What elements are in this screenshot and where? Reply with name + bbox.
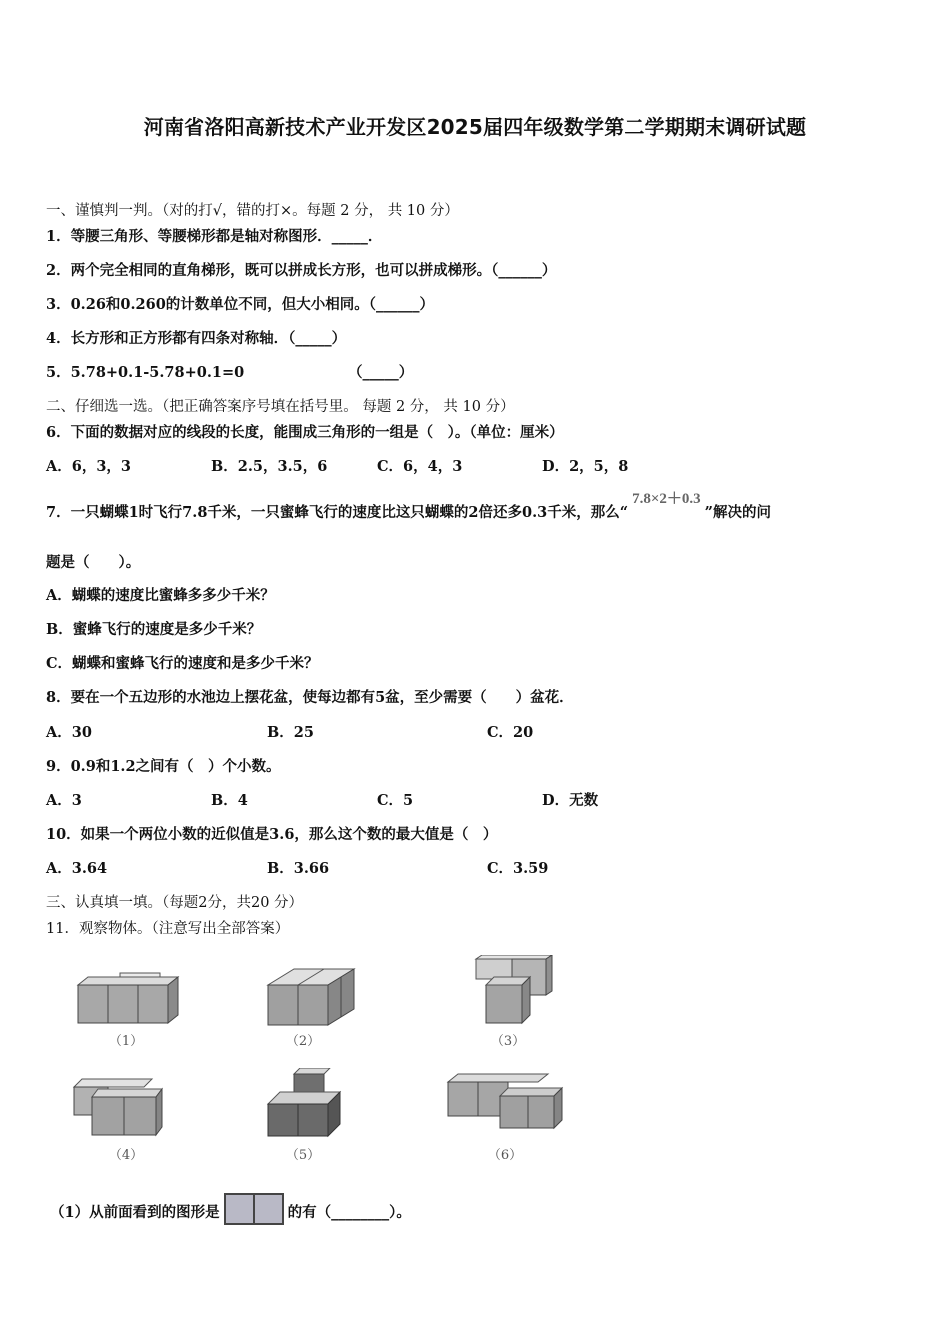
question-11-part-1-text: （1）从前面看到的图形是: [50, 1204, 220, 1221]
question-7: [46, 491, 771, 523]
q6-option-a: A．6，3，3: [46, 458, 132, 475]
figure-2-caption: （2）: [285, 1034, 321, 1049]
q6-option-d: D．2，5，8: [542, 458, 629, 475]
section-2-heading: 二、仔细选一选。（把正确答案序号填在括号里。 每题 2 分， 共 10 分）: [46, 399, 515, 415]
figure-1-caption: （1）: [108, 1034, 144, 1049]
question-7-text-end: ”解决的问: [704, 504, 771, 521]
question-5-blank: （_____）: [348, 364, 414, 381]
question-11-part-1-blank: 的有（________）。: [287, 1204, 411, 1221]
front-view-two-squares: [224, 1193, 284, 1225]
q10-option-b: B．3.66: [267, 860, 330, 877]
q7-option-a: A．蝴蝶的速度比蜜蜂多多少千米？: [46, 587, 275, 604]
cube-figure-5: [264, 1068, 348, 1140]
q9-option-b: B．4: [211, 792, 248, 809]
q8-option-c: C．20: [487, 724, 534, 741]
figure-3-caption: （3）: [490, 1034, 526, 1049]
section-1-heading: 一、谨慎判一判。（对的打√，错的打×。每题 2 分， 共 10 分）: [46, 203, 459, 219]
question-1: 1．等腰三角形、等腰梯形都是轴对称图形．_____．: [46, 228, 383, 245]
page-title: 河南省洛阳高新技术产业开发区2025届四年级数学第二学期期末调研试题: [143, 115, 807, 139]
question-8: 8．要在一个五边形的水池边上摆花盆，使每边都有5盆，至少需要（ ）盆花．: [46, 689, 574, 706]
q8-option-a: A．30: [46, 724, 92, 741]
question-11-part-1: [50, 1197, 411, 1229]
question-10: 10．如果一个两位小数的近似值是3.6，那么这个数的最大值是（ ）: [46, 826, 498, 843]
q8-option-b: B．25: [267, 724, 314, 741]
question-4: 4．长方形和正方形都有四条对称轴．（_____）: [46, 330, 347, 347]
question-5-text: 5．5.78+0.1-5.78+0.1=0: [46, 364, 245, 381]
q9-option-c: C．5: [377, 792, 414, 809]
q9-option-a: A．3: [46, 792, 82, 809]
cube-figure-3: [470, 955, 560, 1027]
q9-option-d: D．无数: [542, 792, 599, 809]
question-9: 9．0.9和1.2之间有（ ）个小数。: [46, 758, 281, 775]
question-5: [46, 363, 414, 383]
question-11: 11．观察物体。（注意写出全部答案）: [46, 921, 290, 937]
q7-option-b: B．蜜蜂飞行的速度是多少千米？: [46, 621, 262, 638]
figure-6-caption: （6）: [487, 1148, 523, 1163]
figure-5-caption: （5）: [285, 1148, 321, 1163]
question-7-continued: 题是（ ）。: [46, 554, 141, 571]
q10-option-c: C．3.59: [487, 860, 549, 877]
question-6: 6．下面的数据对应的线段的长度，能围成三角形的一组是（ ）。（单位：厘米）: [46, 424, 564, 441]
cube-figure-1: [74, 965, 184, 1027]
question-7-text: 7．一只蝴蝶1时飞行7.8千米，一只蜜蜂飞行的速度比这只蝴蝶的2倍还多0.3千米，那么“: [46, 504, 629, 521]
cube-figure-2: [264, 965, 364, 1027]
q6-option-b: B．2.5，3.5，6: [211, 458, 328, 475]
figure-4-caption: （4）: [108, 1148, 144, 1163]
section-3-heading: 三、认真填一填。（每题2分，共20 分）: [46, 895, 304, 911]
q10-option-a: A．3.64: [46, 860, 108, 877]
cube-figure-4: [68, 1075, 168, 1139]
question-3: 3．0.26和0.260的计数单位不同，但大小相同。（______）: [46, 296, 435, 313]
q6-option-c: C．6，4，3: [377, 458, 463, 475]
cube-figure-6: [444, 1070, 568, 1134]
question-7-formula: 7.8×2＋0.3: [632, 491, 701, 507]
q7-option-c: C．蝴蝶和蜜蜂飞行的速度和是多少千米？: [46, 655, 319, 672]
question-2: 2．两个完全相同的直角梯形，既可以拼成长方形，也可以拼成梯形。（______）: [46, 262, 557, 279]
